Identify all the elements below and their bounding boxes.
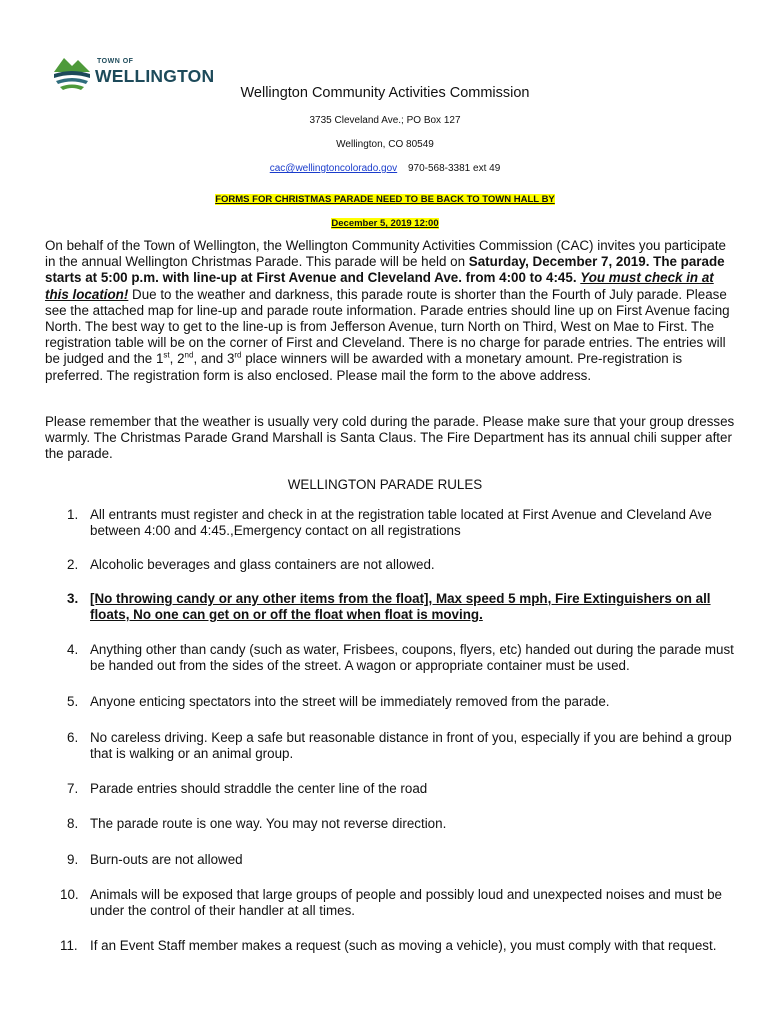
rule-number: 3. (67, 591, 79, 606)
sup-2nd: nd (184, 350, 194, 360)
rule-number: 11. (60, 938, 78, 953)
contact-line (0, 163, 770, 174)
intro-sep1: , 2 (169, 351, 185, 367)
intro-date-bold: Saturday, December 7, 2019. The parade starts at 5:00 p.m. with line-up at First Avenue and Cleveland Ave. from 4:00 to 4:45. (45, 254, 725, 286)
rule-text: Parade entries should straddle the center line of the road (90, 781, 428, 796)
check-in-notice: You must check in at this location! (45, 270, 714, 302)
logo-name: WELLINGTON (95, 66, 215, 86)
rule-text: Alcoholic beverages and glass containers are not allowed. (90, 557, 435, 572)
phone-number: 970-568-3381 ext 49 (407, 163, 501, 174)
forms-notice (0, 189, 770, 207)
reminder-paragraph: Please remember that the weather is usually very cold during the parade. Please make sure that your group dresses warmly. The Christmas Parade Grand Marshall is Santa Claus. The Fire Department has its annual chili supper after the parade. (45, 414, 735, 462)
deadline-text: December 5, 2019 12:00 (331, 218, 439, 229)
org-title: Wellington Community Activities Commission (240, 85, 530, 101)
rule-text: All entrants must register and check in at the registration table located at First Avenue and Cleveland Ave between 4:00 and 4:45.,Emergency contact on all registrations (90, 507, 712, 539)
deadline (0, 213, 770, 231)
rule-text: Anyone enticing spectators into the street will be immediately removed from the parade. (90, 694, 610, 709)
address-line: 3735 Cleveland Ave.; PO Box 127 (309, 115, 461, 126)
rule-number: 9. (67, 852, 79, 867)
rule-text: The parade route is one way. You may not reverse direction. (90, 816, 447, 831)
rule-number: 4. (67, 642, 79, 657)
city-line: Wellington, CO 80549 (336, 139, 434, 150)
intro-part2: Due to the weather and darkness, this parade route is shorter than the Fourth of July parade. Please see the attached map for line-up and parade route information. Parade entries should line up on First Avenue facing North. The best way to get to the line-up is from Jefferson Avenue, turn North on Third, West on Mae to First. The registration table will be on the corner of First and Cleveland. There is no charge for parade entries. The entries will be judged and the 1 (45, 286, 730, 367)
intro-part3: place winners will be awarded with a monetary amount. Pre-registration is preferred. The registration form is also enclosed. Please mail the form to the above address. (45, 351, 683, 383)
rule-number: 6. (67, 730, 79, 745)
rule-number: 5. (67, 694, 79, 709)
rules-title: WELLINGTON PARADE RULES (287, 477, 483, 492)
rule-number: 7. (67, 781, 79, 796)
rule-number: 10. (60, 887, 79, 902)
rule-number: 8. (67, 816, 79, 831)
rule-text: No careless driving. Keep a safe but reasonable distance in front of you, especially if you are behind a group that is walking or an animal group. (90, 730, 732, 762)
logo-town-of: TOWN OF (97, 58, 134, 65)
rule-text: If an Event Staff member makes a request (such as moving a vehicle), you must comply with that request. (90, 938, 717, 953)
intro-paragraph (45, 238, 735, 384)
rule-text: [No throwing candy or any other items from the float], Max speed 5 mph, Fire Extinguishers on all floats, No one can get on or off the float when float is moving. (90, 591, 711, 623)
rule-number: 2. (67, 557, 79, 572)
intro-part1: On behalf of the Town of Wellington, the Wellington Community Activities Commission (CAC) invites you participate in the annual Wellington Christmas Parade. This parade will be held on (45, 238, 726, 270)
sup-1st: st (163, 350, 170, 360)
email-link[interactable]: cac@wellingtoncolorado.gov (269, 163, 398, 174)
rule-text: Anything other than candy (such as water, Frisbees, coupons, flyers, etc) handed out during the parade must be handed out from the sides of the street. A wagon or appropriate container must be used. (90, 642, 734, 674)
rule-text: Animals will be exposed that large groups of people and possibly loud and unexpected noises and must be under the control of their handler at all times. (90, 887, 723, 919)
rule-number: 1. (67, 507, 79, 522)
intro-sep2: , and 3 (193, 351, 235, 367)
sup-3rd: rd (234, 350, 242, 360)
rule-text: Burn-outs are not allowed (90, 852, 243, 867)
forms-notice-text: FORMS FOR CHRISTMAS PARADE NEED TO BE BACK TO TOWN HALL BY (215, 194, 555, 205)
